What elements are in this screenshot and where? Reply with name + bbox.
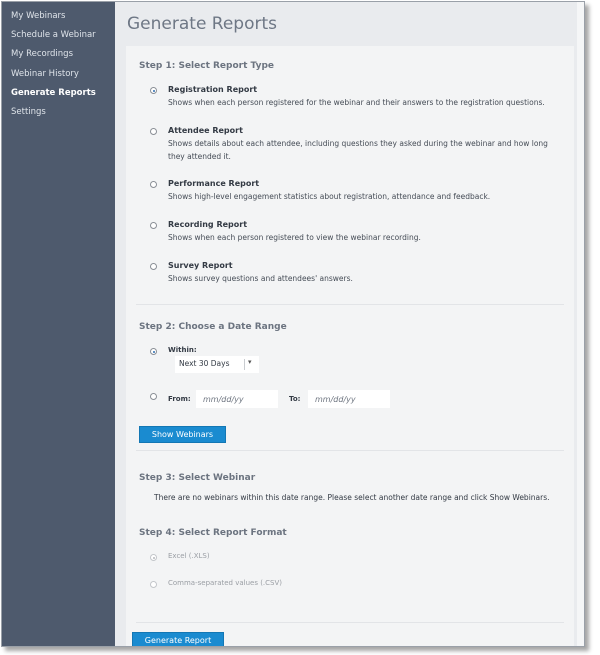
option-title-attendee: Attendee Report bbox=[168, 126, 243, 135]
radio-format-xls[interactable] bbox=[150, 554, 157, 561]
main-content bbox=[115, 2, 584, 646]
option-desc-performance: Shows high-level engagement statistics about registration, attendance and feedback. bbox=[168, 192, 491, 201]
report-form-panel bbox=[126, 46, 574, 646]
within-label: Within: bbox=[168, 346, 197, 354]
option-desc-recording: Shows when each person registered to view the webinar recording. bbox=[168, 233, 421, 242]
app-window bbox=[1, 1, 585, 647]
sidebar-item-schedule-webinar[interactable]: Schedule a Webinar bbox=[11, 30, 96, 40]
radio-recording-report[interactable] bbox=[150, 222, 157, 229]
radio-format-csv[interactable] bbox=[150, 581, 157, 588]
option-title-registration: Registration Report bbox=[168, 85, 258, 94]
page-title: Generate Reports bbox=[127, 14, 278, 34]
radio-survey-report[interactable] bbox=[150, 263, 157, 270]
sidebar-item-generate-reports[interactable]: Generate Reports bbox=[11, 88, 96, 98]
radio-from-to[interactable] bbox=[150, 393, 157, 400]
from-label: From: bbox=[168, 395, 191, 403]
sidebar-item-my-recordings[interactable]: My Recordings bbox=[11, 49, 74, 59]
divider bbox=[136, 450, 564, 451]
sidebar-item-my-webinars[interactable]: My Webinars bbox=[11, 11, 66, 21]
divider bbox=[136, 622, 564, 623]
option-title-survey: Survey Report bbox=[168, 261, 233, 270]
option-desc-attendee: Shows details about each attendee, including questions they asked during the webinar and how long they attended it. bbox=[168, 139, 548, 161]
step3-heading: Step 3: Select Webinar bbox=[139, 473, 256, 483]
option-desc-registration: Shows when each person registered for the webinar and their answers to the registration questions. bbox=[168, 98, 545, 107]
no-webinars-notice: There are no webinars within this date range. Please select another date range and click Show Webinars. bbox=[154, 493, 550, 502]
sidebar bbox=[2, 2, 115, 646]
within-range-value: Next 30 Days bbox=[179, 359, 230, 368]
step4-heading: Step 4: Select Report Format bbox=[139, 528, 287, 538]
to-label: To: bbox=[289, 395, 301, 403]
sidebar-item-webinar-history[interactable]: Webinar History bbox=[11, 69, 79, 79]
option-title-performance: Performance Report bbox=[168, 179, 260, 188]
to-date-input[interactable] bbox=[308, 390, 390, 408]
divider bbox=[136, 304, 564, 305]
within-range-select[interactable] bbox=[175, 356, 259, 373]
step1-heading: Step 1: Select Report Type bbox=[139, 61, 275, 71]
step2-heading: Step 2: Choose a Date Range bbox=[139, 322, 287, 332]
format-label-csv: Comma-separated values (.CSV) bbox=[168, 579, 282, 587]
format-label-xls: Excel (.XLS) bbox=[168, 552, 210, 560]
option-desc-survey: Shows survey questions and attendees' answers. bbox=[168, 274, 353, 283]
option-title-recording: Recording Report bbox=[168, 220, 248, 229]
radio-registration-report[interactable] bbox=[150, 87, 157, 94]
radio-performance-report[interactable] bbox=[150, 181, 157, 188]
scrollbar-track[interactable] bbox=[577, 2, 584, 646]
caret-down-icon: ▾ bbox=[248, 358, 252, 366]
sidebar-item-settings[interactable]: Settings bbox=[11, 107, 46, 117]
select-separator bbox=[244, 359, 245, 370]
show-webinars-button[interactable]: Show Webinars bbox=[139, 426, 226, 443]
radio-attendee-report[interactable] bbox=[150, 128, 157, 135]
generate-report-button[interactable]: Generate Report bbox=[132, 632, 224, 647]
from-date-input[interactable] bbox=[196, 390, 278, 408]
radio-within[interactable] bbox=[150, 348, 157, 355]
